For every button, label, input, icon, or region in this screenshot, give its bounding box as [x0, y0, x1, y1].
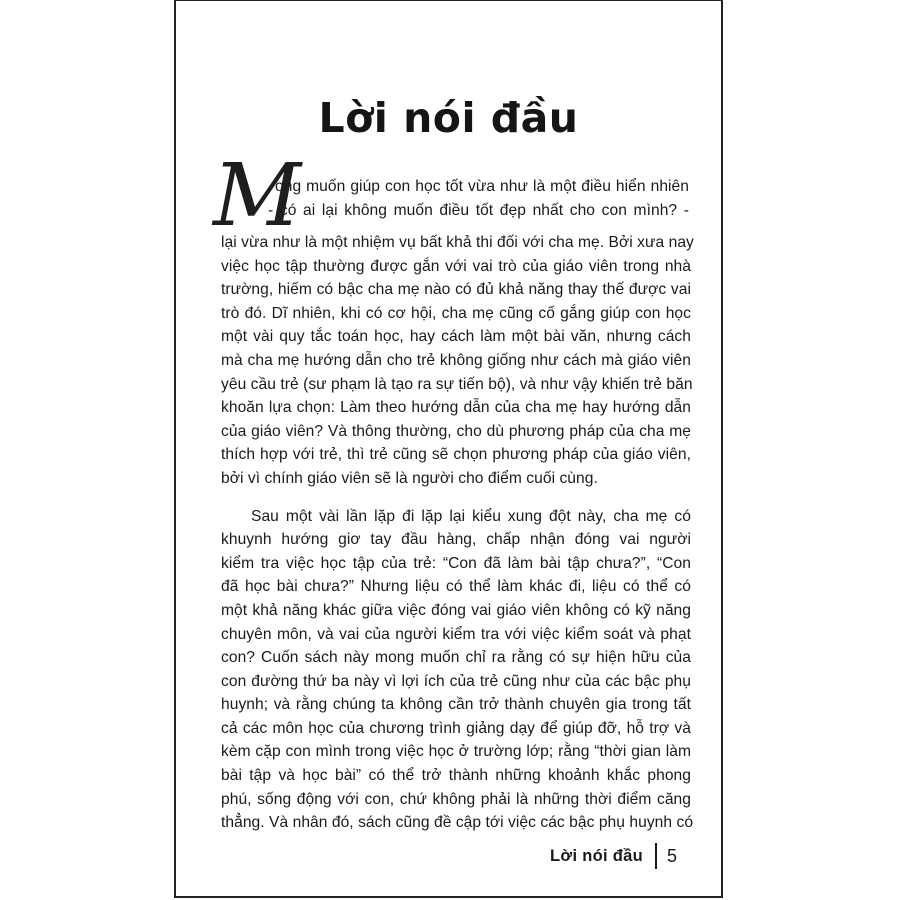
text-line: khoăn lựa chọn: Làm theo hướng dẫn của cha mẹ hay hướng dẫn: [221, 399, 691, 417]
text-line: thẳng. Và nhân đó, sách cũng đề cập tới việc các bậc phụ huynh có: [221, 814, 694, 832]
text-line: thích hợp với trẻ, thì trẻ cũng sẽ chọn phương pháp của giáo viên,: [221, 446, 691, 464]
book-page: [174, 0, 723, 898]
text-line: kèm cặp con mình trong việc học ở trường lớp; rằng “thời gian làm: [221, 743, 691, 761]
drop-cap: M: [213, 146, 302, 246]
text-line: mà cha mẹ hướng dẫn cho trẻ không giống như cách mà giáo viên: [221, 351, 691, 369]
text-line: con đường thứ ba này vì lợi ích của trẻ cũng như của các bậc phụ: [221, 672, 691, 690]
paragraph-1: [221, 231, 694, 491]
text-line: của giáo viên? Và thông thường, cho dù phương pháp của cha mẹ: [221, 422, 691, 440]
text-line: trò đó. Dĩ nhiên, khi có cơ hội, cha mẹ cũng cố gắng giúp con học: [221, 304, 691, 322]
text-line: - có ai lại không muốn điều tốt đẹp nhất cho con mình? -: [268, 201, 689, 219]
text-line: kiểm tra việc học tập của trẻ: “Con đã làm bài tập chưa?”, “Con: [221, 554, 691, 572]
text-line: yêu cầu trẻ (sư phạm là tạo ra sự tiến bộ), và như vậy khiến trẻ băn: [221, 375, 693, 393]
text-line: ong muốn giúp con học tốt vừa như là một điều hiển nhiên: [275, 178, 689, 195]
body-text: [213, 146, 694, 835]
text-line: một vài quy tắc toán học, hay cách làm một bài văn, nhưng cách: [221, 328, 691, 346]
text-line: Sau một vài lần lặp đi lặp lại kiểu xung đột này, cha mẹ có: [251, 507, 691, 525]
text-line: chuyên môn, và vai của người kiểm tra với việc kiểm soát và phạt: [221, 625, 691, 643]
page-footer: [550, 843, 677, 869]
running-title: Lời nói đầu: [550, 846, 643, 865]
text-line: trường, hiếm có bậc cha mẹ nào có đủ khả năng thay thế được vai: [221, 281, 691, 299]
page-title: Lời nói đầu: [318, 94, 579, 142]
text-line: huynh; và rằng chúng ta không cần trở thành chuyên gia trong tất: [221, 696, 691, 714]
text-line: lại vừa như là một nhiệm vụ bất khả thi đối với cha mẹ. Bởi xưa nay: [221, 234, 694, 251]
paragraph-2: [221, 505, 694, 835]
footer-divider: [655, 843, 657, 869]
page-number: 5: [666, 845, 677, 866]
text-line: bài tập và học bài” có thể trở thành những khoảnh khắc phong: [221, 767, 691, 785]
text-line: bởi vì chính giáo viên sẽ là người cho điểm cuối cùng.: [221, 469, 598, 487]
text-line: khuynh hướng giơ tay đầu hàng, chấp nhận đóng vai người: [221, 531, 691, 549]
text-line: việc học tập thường được gắn với vai trò của giáo viên trong nhà: [221, 257, 691, 275]
text-line: con? Cuốn sách này mong muốn chỉ ra rằng có sự hiện hữu của: [221, 649, 691, 667]
text-line: một khả năng khác giữa việc đóng vai giáo viên không có kỹ năng: [221, 601, 691, 619]
text-line: đã học bài chưa?” Nhưng liệu có thể làm khác đi, liệu có thể có: [221, 578, 691, 596]
text-line: phú, sống động với con, chứ không phải là những thời điểm căng: [221, 790, 691, 808]
text-line: cả các môn học của chương trình giảng dạy để giúp đỡ, hỗ trợ và: [221, 719, 691, 737]
